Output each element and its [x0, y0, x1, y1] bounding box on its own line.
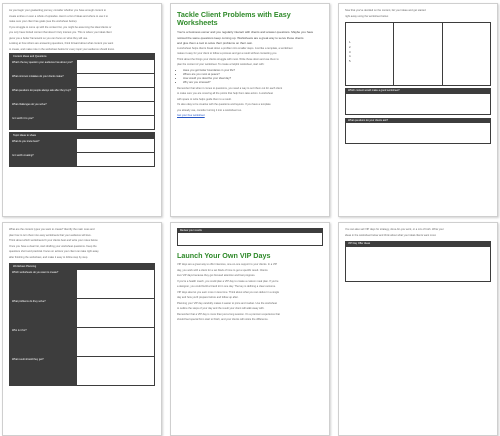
paragraph: noticed the same questions keep coming up. Worksheets are a great way to serve those clients: [177, 35, 304, 40]
worksheet-link[interactable]: Get your free worksheet: [177, 114, 205, 117]
answer-field[interactable]: [77, 328, 154, 356]
worksheet-row: [10, 59, 154, 73]
numbered-worksheet: [345, 22, 491, 86]
intro-line: Think about which worksheets fit your clients best and write your notes below.: [9, 239, 99, 242]
paragraph: to make sure you are covering all the points that help them take action. A worksheet: [177, 92, 274, 95]
answer-field[interactable]: [77, 153, 154, 166]
answer-box[interactable]: [177, 233, 323, 246]
worksheet-header: Topic ideas to share: [10, 133, 154, 138]
worksheet-header: Content Ideas and Questions: [10, 54, 154, 59]
worksheet-row: [10, 269, 154, 298]
list-number: 2.: [349, 46, 352, 49]
worksheet-row: [10, 115, 154, 129]
paragraph: day, you work with a client for a set block of time to get a specific result. Clients: [177, 268, 268, 272]
intro-line: Now that you've decided on the content, list your ideas and get started: [345, 9, 426, 12]
answer-field[interactable]: [77, 60, 154, 73]
page-5: [170, 222, 330, 436]
intro-line: plan how to turn them into easy worksheets that your audience will love.: [9, 233, 92, 237]
answer-field[interactable]: [77, 88, 154, 101]
worksheet-question: What common mistakes do your clients make?: [10, 74, 77, 87]
worksheet-question: What do you know best?: [10, 139, 77, 152]
paragraph: If you're a health coach, you could plan a VIP day to create a custom meal plan. If you're: [177, 279, 279, 283]
list-number: 3.: [349, 50, 352, 54]
list-item: • Where are you most at peace?: [183, 73, 323, 77]
worksheet-question: Which worksheets do you want to create?: [10, 270, 77, 298]
worksheet-row: [10, 356, 154, 385]
page-6: [338, 222, 498, 436]
section-band: VIP Day Offer Ideas: [345, 241, 491, 246]
intro-line: to create, and make note in the worksheet below for every topic your audience should know.: [9, 47, 115, 51]
worksheet-question: What questions do people always ask after they buy?: [10, 88, 77, 101]
paragraph: Remember that a VIP day is more than just a long session. It's a premium experience that: [177, 312, 280, 316]
intro-line: gives you a better framework so you can focus on what they will use.: [9, 36, 88, 40]
answer-field[interactable]: [77, 299, 154, 327]
page-4: [2, 222, 162, 436]
paragraph: to outline the steps of your day and the result your client will walk away with.: [177, 307, 265, 311]
number-column: [346, 23, 393, 85]
section-band: Which content would make a good worksheet?: [345, 88, 491, 93]
worksheet-row: [10, 152, 154, 166]
paragraph: you already use, consider turning it into a worksheet too.: [177, 108, 242, 112]
answer-field[interactable]: [77, 139, 154, 152]
paragraph: Remember that when it comes to questions, you need a way to sort them out for each client: [177, 86, 283, 90]
paragraph: and give them a tool to solve their problems on their own.: [177, 41, 254, 45]
paragraph: VIP days also let you earn more in less time. Think about what you can deliver in a single: [177, 290, 280, 294]
intro-line: right away using the worksheet below.: [345, 14, 389, 18]
answer-box[interactable]: [345, 94, 491, 115]
intro-line: Once you have a clear list, start drafting your worksheet questions. Keep the: [9, 244, 97, 248]
intro-text: [9, 9, 155, 51]
page-3: [338, 3, 498, 217]
list-item: • Why are you stressed?: [183, 81, 323, 85]
page-1: [2, 3, 162, 217]
list-item: • How would you describe your ideal day?: [183, 77, 323, 81]
paragraph: love VIP days because they get focused attention and fast progress.: [177, 274, 256, 278]
paragraph: makes it easy for your client to follow a process and get a result without contacting you.: [177, 52, 278, 55]
answer-box[interactable]: [345, 247, 491, 282]
paragraph: should feel special from start to finish, and your clients will notice the difference.: [177, 318, 269, 322]
answer-field[interactable]: [77, 116, 154, 129]
worksheet-question: Is it worth creating?: [10, 153, 77, 166]
answer-field[interactable]: [77, 102, 154, 115]
worksheet-question: Who is it for?: [10, 328, 77, 356]
paragraph: Think about the things your clients struggle with most. Write those down and use them to: [177, 57, 279, 61]
answer-field[interactable]: [77, 357, 154, 385]
worksheet-row: [10, 298, 154, 327]
intro-line: make sure your client has goals (see the worksheet below).: [9, 20, 78, 23]
worksheet-b: [9, 132, 155, 167]
intro-line: ideas in the worksheet below and think about what your ideal clients want most.: [345, 233, 437, 237]
worksheet-row: [10, 87, 154, 101]
worksheet-row: [10, 138, 154, 152]
section-band: What questions do your clients ask?: [345, 118, 491, 123]
worksheet-question: What problems do they solve?: [10, 299, 77, 327]
intro-line: after finishing the worksheet, and make it easy to follow step by step.: [9, 255, 89, 259]
worksheet-question: What challenges do you solve?: [10, 102, 77, 115]
list-number: 1.: [349, 41, 352, 45]
intro-line: questions short and practical. Focus on actions your client can take right away: [9, 250, 99, 253]
question-list: [177, 69, 323, 85]
page-2: [170, 3, 330, 217]
answer-box[interactable]: [345, 123, 491, 144]
intro-line: As you begin your goalsetting journey, consider whether you have enough content to: [9, 9, 106, 12]
section-band: Review your results: [177, 228, 323, 233]
answer-column[interactable]: [393, 23, 441, 85]
intro-line: If you struggle to come up with the content list, you might be assuming the ideal clients or: [9, 25, 112, 29]
worksheet-row: [10, 327, 154, 356]
answer-field[interactable]: [77, 270, 154, 298]
page-title: Tackle Client Problems with Easy Worksheets: [177, 10, 291, 27]
link-paragraph: [177, 114, 323, 118]
worksheet-question: What result should they get?: [10, 357, 77, 385]
intro-line: What are the content types you want to create? Identify the main ones and: [9, 228, 95, 231]
worksheet-row: [10, 101, 154, 115]
intro-line: You can also sell VIP days for strategy, done-for-you work, or a mix of both. Write your: [345, 228, 444, 231]
paragraph: VIP days are a great way to offer intensive, one-on-one support to your clients. In a VIP: [177, 263, 278, 267]
worksheet-a: [9, 53, 155, 130]
paragraph: You're a business owner and you regularly interact with clients and answer questions. Maybe you have: [177, 30, 314, 34]
number-list: [346, 41, 393, 64]
worksheet: [9, 263, 155, 386]
intro-line: you only have limited content that doesn't truly interest you. This is where your ideal client: [9, 31, 112, 34]
worksheet-header: Worksheet Planning: [10, 264, 154, 269]
paragraph: It's also okay to be creative with the questions and layouts. If you have a template: [177, 103, 271, 106]
paragraph: plan the content of your worksheet. To create a helpful worksheet, start with:: [177, 63, 265, 66]
intro-line: Looking at how others are answering questions, think forward about what content you want: [9, 42, 114, 45]
answer-field[interactable]: [77, 74, 154, 87]
worksheet-row: [10, 73, 154, 87]
worksheet-question: Is it worth it to you?: [10, 116, 77, 129]
list-number: 4.: [349, 55, 352, 59]
answer-column[interactable]: [442, 23, 490, 85]
page-title: Launch Your Own VIP Days: [177, 251, 271, 261]
paragraph: a designer, you could build a brand kit in one day. The key is defining a clear outcome.: [177, 285, 276, 289]
paragraph: day and how you'll prepare before and follow up after.: [177, 296, 239, 300]
paragraph: with space to write helps guide them to a result.: [177, 97, 232, 101]
paragraph: A worksheet helps clients break down a problem into smaller steps. Just like a template, a worksheet: [177, 46, 293, 50]
paragraph: Planning your VIP day carefully makes it easier to price and market. Use the worksheet: [177, 301, 278, 305]
intro-line: create entries or even a whole of episodes. Here's a list of ideas and where to use it to: [9, 14, 108, 18]
list-item: • Have you got better boundaries in your life?: [183, 69, 323, 73]
worksheet-question: What's the key question your audience has about you?: [10, 60, 77, 73]
worksheet-grid: [346, 23, 490, 85]
list-number: 5.: [349, 59, 352, 63]
